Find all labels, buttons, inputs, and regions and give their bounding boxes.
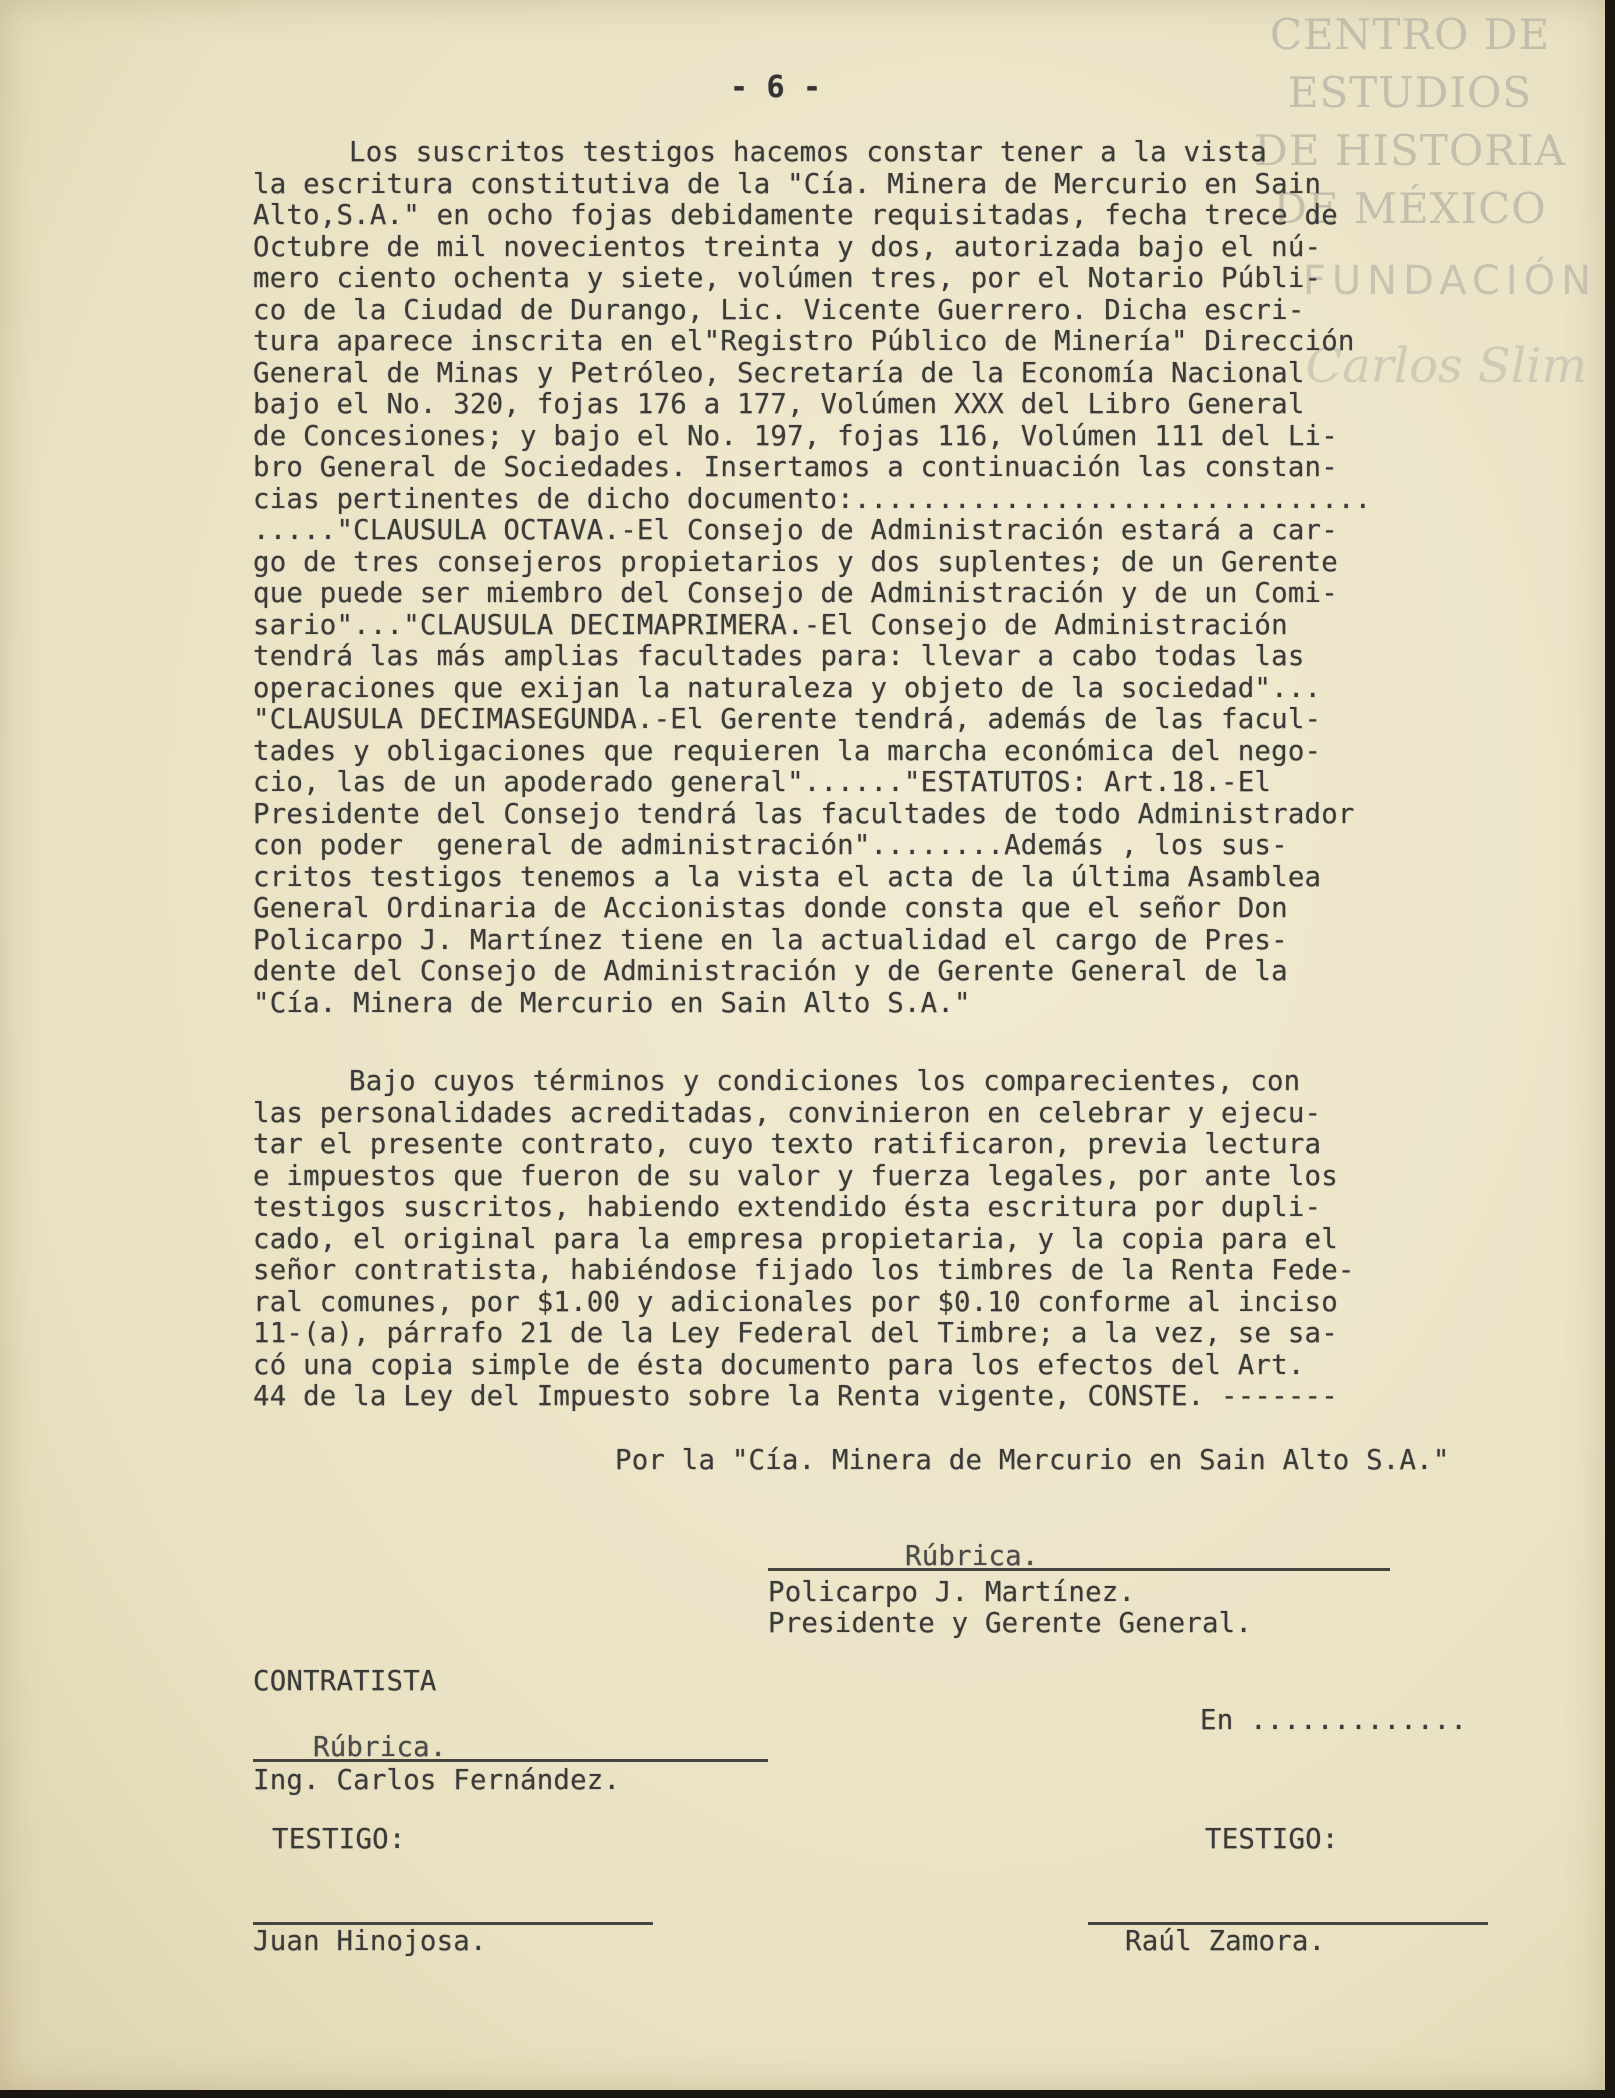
text-line: ....."CLAUSULA OCTAVA.-El Consejo de Administración estará a car- [253,515,1338,546]
watermark-line: DE HISTORIA [1254,126,1566,175]
text-line: de Concesiones; y bajo el No. 197, fojas 116, Volúmen 111 del Li- [253,420,1338,452]
text-line: bro General de Sociedades. Insertamos a continuación las constan- [253,452,1338,483]
text-line: Alto,S.A." en ocho fojas debidamente requisitadas, fecha trece de [253,200,1338,231]
witness-right-label: TESTIGO: [1205,1824,1339,1855]
witness-right-signature-line [1088,1922,1488,1925]
text-line: Octubre de mil novecientos treinta y dos, autorizada bajo el nú- [253,231,1322,263]
text-line: cio, las de un apoderado general"......"ESTATUTOS: Art.18.-El [253,767,1272,798]
witness-right-name: Raúl Zamora. [1125,1926,1326,1957]
contractor-rubrica: Rúbrica. [313,1732,447,1763]
text-line: mero ciento ochenta y siete, volúmen tres, por el Notario Públi- [253,263,1322,294]
text-line: General Ordinaria de Accionistas donde consta que el señor Don [253,893,1288,924]
text-line: testigos suscritos, habiendo extendido ésta escritura por dupli- [253,1192,1322,1223]
watermark-line: DE MÉXICO [1273,184,1547,233]
watermark-line: ESTUDIOS [1287,68,1533,117]
text-line: tendrá las más amplias facultades para: llevar a cabo todas las [253,641,1305,672]
witness-left-name: Juan Hinojosa. [253,1926,487,1957]
president-signature-line [768,1568,1390,1571]
text-line: 44 de la Ley del Impuesto sobre la Renta vigente, CONSTE. ------- [253,1381,1338,1412]
body-paragraph-1 [253,137,1371,1019]
text-line: co de la Ciudad de Durango, Lic. Vicente Guerrero. Dicha escri- [253,294,1305,326]
text-line: cias pertinentes de dicho documento:............................... [253,483,1372,515]
contractor-name: Ing. Carlos Fernández. [253,1765,621,1796]
contractor-label: CONTRATISTA [253,1666,437,1697]
watermark-line: CENTRO DE [1269,10,1551,59]
text-line: ral comunes, por $1.00 y adicionales por $0.10 conforme al inciso [253,1286,1338,1318]
watermark-foundation: FUNDACIÓN [1302,258,1597,304]
text-line: có una copia simple de ésta documento para los efectos del Art. [253,1349,1305,1381]
text-line: go de tres consejeros propietarios y dos suplentes; de un Gerente [253,546,1338,578]
text-line: tura aparece inscrita en el"Registro Público de Minería" Dirección [253,326,1355,357]
text-line: e impuestos que fueron de su valor y fuerza legales, por ante los [253,1160,1338,1192]
text-line: la escritura constitutiva de la "Cía. Minera de Mercurio en Sain [253,168,1322,200]
text-line: con poder general de administración"........Además , los sus- [253,830,1288,861]
witness-left-label: TESTIGO: [272,1824,406,1855]
witness-left-signature-line [253,1922,653,1925]
page-number: - 6 - [730,70,822,105]
text-line: las personalidades acreditadas, convinieron en celebrar y ejecu- [253,1097,1322,1129]
president-rubrica: Rúbrica. [905,1541,1039,1572]
text-line: "CLAUSULA DECIMASEGUNDA.-El Gerente tendrá, además de las facul- [253,704,1322,735]
text-line: señor contratista, habiéndose fijado los timbres de la Renta Fede- [253,1255,1355,1286]
text-line: Los suscritos testigos hacemos constar tener a la vista [349,137,1267,168]
contractor-signature-line [253,1759,768,1762]
text-line: operaciones que exijan la naturaleza y objeto de la sociedad"... [253,672,1322,704]
text-line: bajo el No. 320, fojas 176 a 177, Volúmen XXX del Libro General [253,389,1305,420]
company-signature-heading: Por la "Cía. Minera de Mercurio en Sain Alto S.A." [615,1445,1450,1476]
text-line: cado, el original para la empresa propietaria, y la copia para el [253,1223,1338,1255]
president-name: Policarpo J. Martínez. [768,1577,1136,1608]
text-line: 11-(a), párrafo 21 de la Ley Federal del Timbre; a la vez, se sa- [253,1318,1338,1349]
text-line: dente del Consejo de Administración y de Gerente General de la [253,956,1288,987]
place-line: En ............. [1200,1705,1468,1736]
text-line: critos testigos tenemos a la vista el acta de la última Asamblea [253,861,1322,893]
text-line: "Cía. Minera de Mercurio en Sain Alto S.A." [253,987,971,1019]
text-line: tades y obligaciones que requieren la marcha económica del nego- [253,735,1322,767]
text-line: tar el presente contrato, cuyo texto ratificaron, previa lectura [253,1129,1322,1160]
president-title: Presidente y Gerente General. [768,1608,1253,1639]
text-line: que puede ser miembro del Consejo de Administración y de un Comi- [253,578,1338,609]
text-line: sario"..."CLAUSULA DECIMAPRIMERA.-El Consejo de Administración [253,609,1288,641]
text-line: General de Minas y Petróleo, Secretaría de la Economía Nacional [253,357,1305,389]
text-line: Presidente del Consejo tendrá las facultades de todo Administrador [253,798,1355,830]
watermark-signature: Carlos Slim [1305,338,1587,394]
text-line: Bajo cuyos términos y condiciones los comparecientes, con [349,1066,1301,1097]
text-line: Policarpo J. Martínez tiene en la actualidad el cargo de Pres- [253,924,1288,956]
body-paragraph-2 [253,1066,1355,1413]
